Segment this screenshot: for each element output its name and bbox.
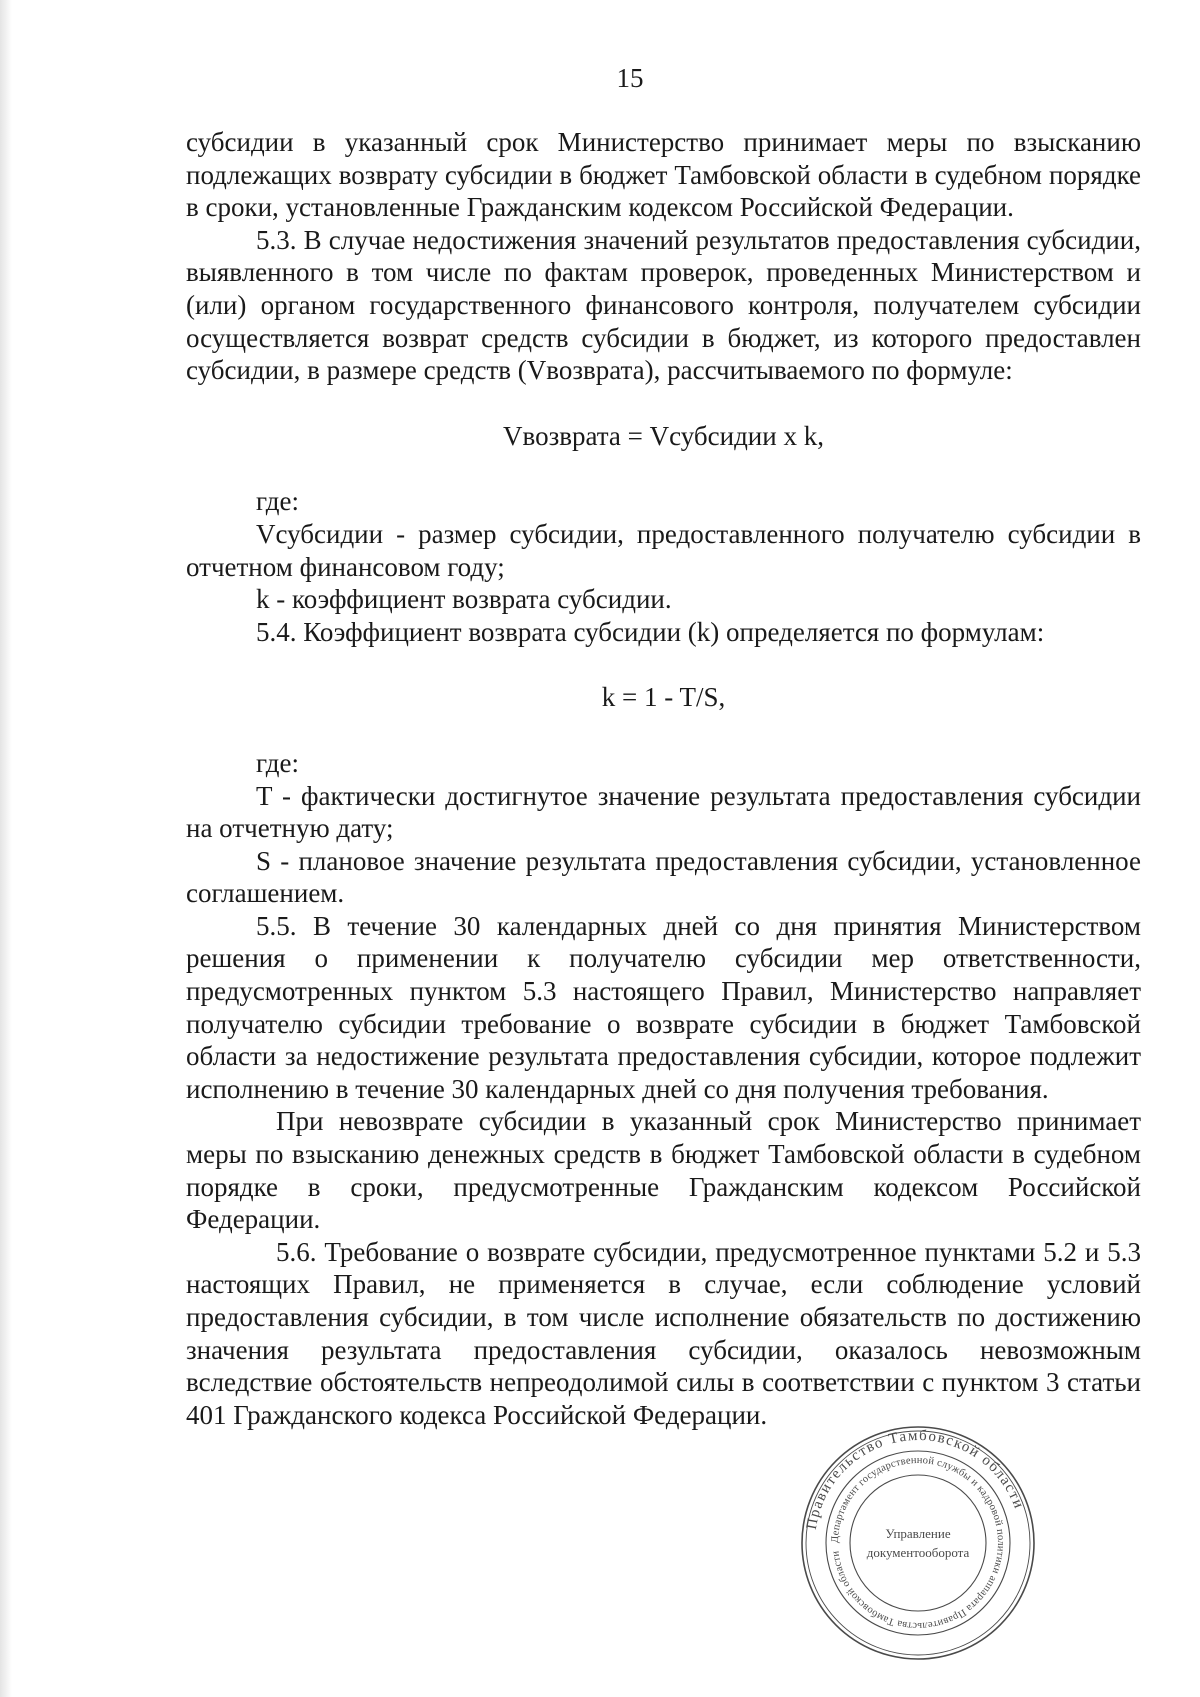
seal-center-line2: документооборота (866, 1545, 970, 1560)
document-body (186, 126, 1141, 1431)
where-label-2: где: (256, 747, 299, 778)
definition-t: T - фактически достигнутое значение результата предоставления субсидии на отчетную дату; (186, 780, 1141, 844)
svg-text:Департамент государственной сл (830, 1455, 1006, 1631)
page-number: 15 (616, 63, 644, 93)
official-seal-stamp (800, 1425, 1036, 1661)
paragraph-5-3: 5.3. В случае недостижения значений результатов предоставления субсидии, выявленного в том числе по фактам проверок, проведенных Министерством и (или) органом государственного финансового контроля, получателем субсидии осуществляется возврат средств субсидии в бюджет, из которого предоставлен субсидии, в размере средств (Vвозврата), рассчитываемого по формуле: (186, 224, 1141, 386)
seal-rings (802, 1427, 1034, 1659)
paragraph-5-5: 5.5. В течение 30 календарных дней со дня принятия Министерством решения о применении к получателю субсидии мер ответственности, предусмотренных пунктом 5.3 настоящего Правил, Министерство направляет получателю субсидии требование о возврате субсидии в бюджет Тамбовской области за недостижение результата предоставления субсидии, которое подлежит исполнению в течение 30 календарных дней со дня получения требования. (186, 910, 1141, 1104)
seal-graphic (800, 1425, 1036, 1661)
seal-outer-text: Правительство Тамбовской области (803, 1427, 1027, 1531)
definition-s: S - плановое значение результата предоставления субсидии, установленное соглашением. (186, 845, 1141, 909)
seal-center-line1: Управление (885, 1526, 951, 1541)
svg-text:Правительство Тамбовской облас (804, 1428, 1027, 1531)
formula-v-return: Vвозврата = Vсубсидии x k, (503, 420, 824, 451)
paragraph-non-return: При невозврате субсидии в указанный срок Министерство принимает меры по взысканию денежных средств в бюджет Тамбовской области в судебном порядке в сроки, предусмотренные Гражданским кодексом Российской Федерации. (186, 1106, 1141, 1235)
paragraph-5-4: 5.4. Коэффициент возврата субсидии (k) определяется по формулам: (256, 616, 1045, 647)
scan-edge-shadow (0, 0, 12, 1697)
definition-k: k - коэффициент возврата субсидии. (256, 584, 672, 615)
seal-inner-text: Департамент государственной службы и кадровой политики аппарата Правительства Тамбовской области (829, 1454, 1007, 1632)
where-label-1: где: (256, 486, 299, 517)
paragraph-5-6: 5.6. Требование о возврате субсидии, предусмотренное пунктами 5.2 и 5.3 настоящих Правил, не применяется в случае, если соблюдение условий предоставления субсидии, в том числе исполнение обязательств по достижению значения результата предоставления субсидии, оказалось невозможным вследствие обстоятельств непреодолимой силы в соответствии с пунктом 3 статьи 401 Гражданского кодекса Российской Федерации. (186, 1236, 1141, 1430)
definition-v-subsidy: Vсубсидии - размер субсидии, предоставленного получателю субсидии в отчетном финансовом году; (186, 518, 1141, 582)
formula-k: k = 1 - T/S, (601, 682, 726, 713)
paragraph-continuation: субсидии в указанный срок Министерство принимает меры по взысканию подлежащих возврату субсидии в бюджет Тамбовской области в судебном порядке в сроки, установленные Гражданским кодексом Российской Федерации. (186, 127, 1141, 223)
